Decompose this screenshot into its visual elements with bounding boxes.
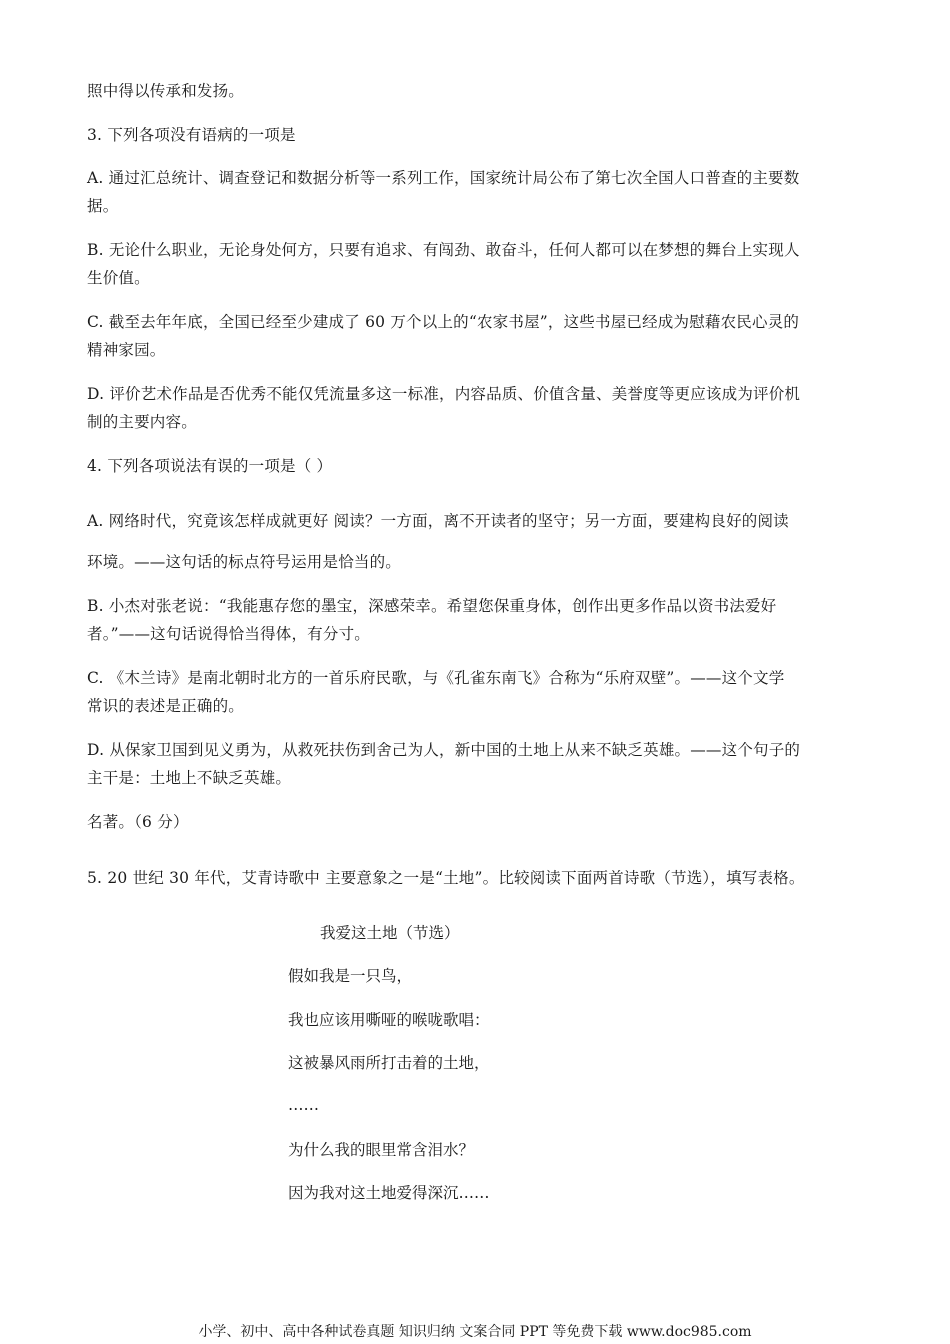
q4-option-d-line-1: D. 从保家卫国到见义勇为，从救死扶伤到舍己为人，新中国的土地上从来不缺乏英雄。——这个句子的 (87, 741, 801, 759)
q4-option-d-line-2: 主干是：土地上不缺乏英雄。 (87, 769, 292, 787)
q3-option-a-line-1: A. 通过汇总统计、调查登记和数据分析等一系列工作，国家统计局公布了第七次全国人口普查的主要数 (87, 169, 800, 187)
q3-option-a-line-2: 据。 (87, 197, 119, 215)
intro-line: 照中得以传承和发扬。 (87, 82, 245, 100)
q3-option-d-line-1: D. 评价艺术作品是否优秀不能仅凭流量多这一标准，内容品质、价值含量、美誉度等更应该成为评价机 (87, 385, 801, 403)
question-3-stem: 3. 下列各项没有语病的一项是 (87, 126, 296, 144)
page-footer: 小学、初中、高中各种试卷真题 知识归纳 文案合同 PPT 等免费下载 www.doc985.com (198, 1324, 752, 1340)
poem-line: 为什么我的眼里常含泪水？ (288, 1141, 475, 1159)
poem-line: 假如我是一只鸟， (288, 967, 413, 985)
question-5-stem: 5. 20 世纪 30 年代，艾青诗歌中 主要意象之一是“土地”。比较阅读下面两首诗歌（节选），填写表格。 (87, 869, 805, 887)
q3-option-d-line-2: 制的主要内容。 (87, 413, 197, 431)
poem-line: …… (288, 1096, 319, 1114)
q4-option-a-line-2: 环境。——这句话的标点符号运用是恰当的。 (87, 553, 402, 571)
poem-line: 我也应该用嘶哑的喉咙歌唱： (288, 1011, 490, 1029)
question-4-stem: 4. 下列各项说法有误的一项是（ ） (87, 457, 333, 475)
q4-option-c-line-1: C. 《木兰诗》是南北朝时北方的一首乐府民歌，与《孔雀东南飞》合称为“乐府双壁”。——这个文学 (87, 669, 785, 687)
section-heading: 名著。（6 分） (87, 813, 189, 831)
q4-option-c-line-2: 常识的表述是正确的。 (87, 697, 245, 715)
q3-option-b-line-2: 生价值。 (87, 269, 150, 287)
q4-option-a-line-1: A. 网络时代，究竟该怎样成就更好 阅读？一方面，离不开读者的坚守；另一方面，要建构良好的阅读 (87, 512, 789, 530)
poem-line: 因为我对这土地爱得深沉…… (288, 1184, 490, 1202)
q3-option-c-line-1: C. 截至去年年底，全国已经至少建成了 60 万个以上的“农家书屋”，这些书屋已经成为慰藉农民心灵的 (87, 313, 800, 331)
q3-option-c-line-2: 精神家园。 (87, 341, 166, 359)
q3-option-b-line-1: B. 无论什么职业，无论身处何方，只要有追求、有闯劲、敢奋斗，任何人都可以在梦想的舞台上实现人 (87, 241, 800, 259)
poem-title: 我爱这土地（节选） (320, 924, 460, 942)
poem-line: 这被暴风雨所打击着的土地， (288, 1054, 490, 1072)
q4-option-b-line-1: B. 小杰对张老说：“我能惠存您的墨宝，深感荣幸。希望您保重身体，创作出更多作品以资书法爱好 (87, 597, 777, 615)
q4-option-b-line-2: 者。”——这句话说得恰当得体，有分寸。 (87, 625, 370, 643)
